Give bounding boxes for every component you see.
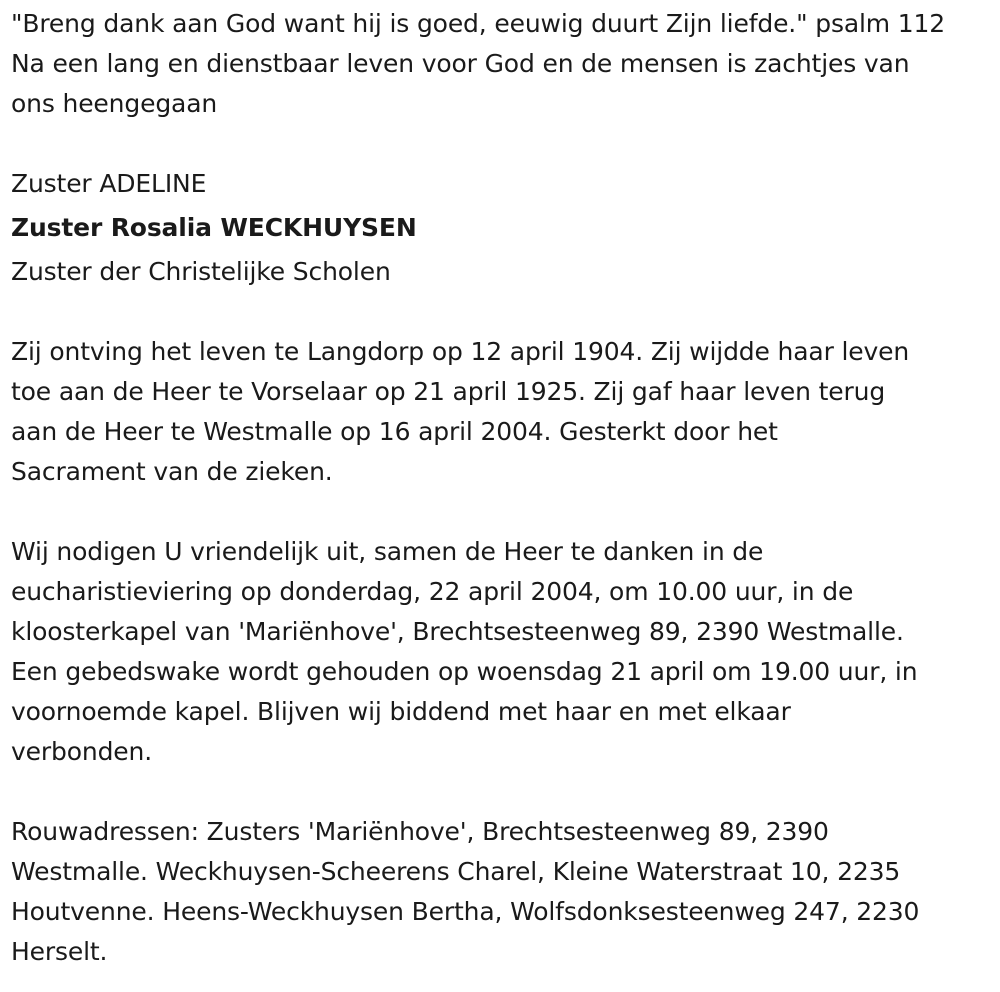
life-text-line: Sacrament van de zieken.: [11, 457, 333, 486]
life-text-line: aan de Heer te Westmalle op 16 april 2004. Gesterkt door het: [11, 417, 778, 446]
intro-text-line: ons heengegaan: [11, 89, 218, 118]
spacer: [11, 492, 990, 532]
intro-text-line: Na een lang en dienstbaar leven voor God en de mensen is zachtjes van: [11, 49, 910, 78]
invitation-section: [11, 532, 990, 772]
spacer: [11, 772, 990, 812]
addresses-section: [11, 812, 990, 972]
address-text-line: Westmalle. Weckhuysen-Scheerens Charel, Kleine Waterstraat 10, 2235: [11, 857, 901, 886]
invitation-text-line: voornoemde kapel. Blijven wij biddend met haar en met elkaar: [11, 697, 791, 726]
invitation-text-line: kloosterkapel van 'Mariënhove', Brechtsesteenweg 89, 2390 Westmalle.: [11, 617, 904, 646]
address-text-line: Houtvenne. Heens-Weckhuysen Bertha, Wolfsdonksesteenweg 247, 2230: [11, 897, 920, 926]
life-section: [11, 332, 990, 492]
spacer: [11, 292, 990, 332]
invitation-text-line: verbonden.: [11, 737, 153, 766]
invitation-text-line: Wij nodigen U vriendelijk uit, samen de Heer te danken in de: [11, 537, 764, 566]
address-text-line: Herselt.: [11, 937, 108, 966]
intro-section: [11, 4, 990, 124]
invitation-text-line: Een gebedswake wordt gehouden op woensdag 21 april om 19.00 uur, in: [11, 657, 918, 686]
invitation-text-line: eucharistieviering op donderdag, 22 april 2004, om 10.00 uur, in de: [11, 577, 854, 606]
address-text-line: Rouwadressen: Zusters 'Mariënhove', Brechtsesteenweg 89, 2390: [11, 817, 829, 846]
spacer: [11, 124, 990, 164]
person-section: [11, 164, 990, 292]
congregation: Zuster der Christelijke Scholen: [11, 257, 391, 286]
religious-name: Zuster ADELINE: [11, 169, 207, 198]
life-text-line: Zij ontving het leven te Langdorp op 12 april 1904. Zij wijdde haar leven: [11, 337, 910, 366]
life-text-line: toe aan de Heer te Vorselaar op 21 april 1925. Zij gaf haar leven terug: [11, 377, 886, 406]
psalm-quote: "Breng dank aan God want hij is goed, eeuwig duurt Zijn liefde." psalm 112: [11, 9, 946, 38]
full-name: Zuster Rosalia WECKHUYSEN: [11, 213, 417, 242]
